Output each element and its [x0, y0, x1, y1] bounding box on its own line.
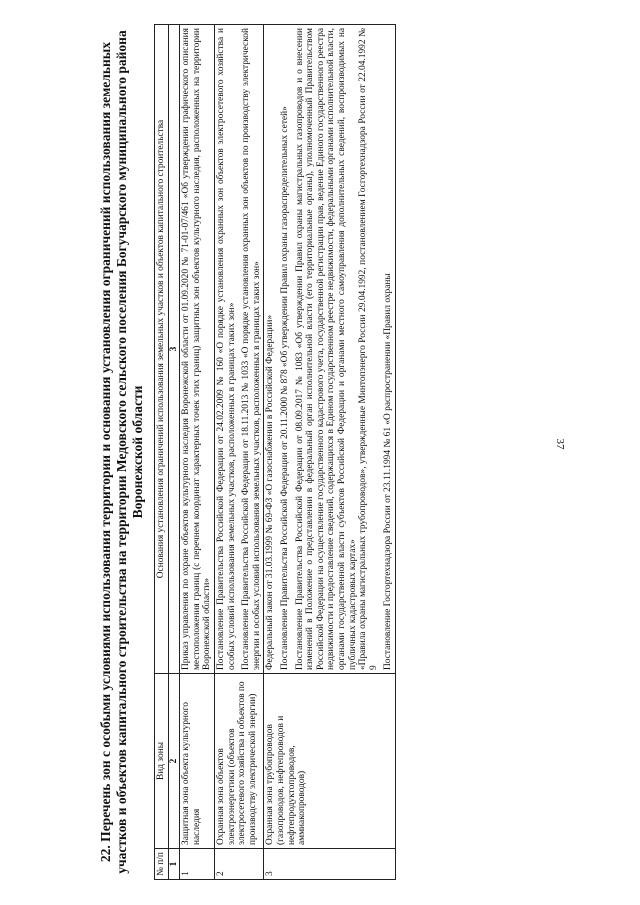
basis-text: Постановление Правительства Российской Федерации от 20.11.2000 № 878 «Об утверждении Правил охраны газораспределительных сетей»: [279, 106, 290, 670]
zones-table: [154, 24, 396, 880]
zone-type: Охранная зона трубопроводов (газопроводов, нефтепроводов и нефтепродуктопроводов, аммиакопроводов): [264, 674, 396, 849]
column-numbers-row: [168, 25, 180, 880]
column-number: 1: [168, 849, 180, 880]
basis-text: Постановление Правительства Российской Федерации от 08.09.2017 № 1083 «Об утверждении Правил охраны магистральных газопроводов и о внесении изменений в Положение о представлении в федеральный орган исполнительной власти (его территориальные органы), уполномоченный Правительством Российской Федерации на осуществление государственного кадастрового учета, государственной регистрации прав, ведение Единого государственного реестра недвижимости и предоставление сведений, содержащихся в Едином государственном реестре недвижимости, федеральными органами исполнительной власти, органами государственной власти субъектов Российской Федерации и органами местного самоуправления дополнительных сведений, воспроизводимых на публичных кадастровых картах»: [294, 28, 358, 670]
basis-text: Постановление Правительства Российской Федерации от 18.11.2013 № 1033 «О порядке установления охранных зон объектов по производству электрической энергии и особых условий использования земельных участков, расположенных в границах таких зон»: [241, 28, 262, 670]
bases-cell: [214, 25, 263, 674]
table-row: [180, 25, 215, 880]
page-number: 37: [554, 438, 566, 450]
table-header-row: [155, 25, 169, 880]
bases-cell: [180, 25, 215, 674]
bases-cell: [264, 25, 396, 674]
basis-text: «Правила охраны магистральных трубопроводов», утвержденные Минтопэнерго России 29.04.1992, постановлением Госгортехнадзора России от 22.04.1992 № 9: [358, 28, 379, 670]
basis-text: Постановление Госгортехнадзора России от 23.11.1994 № 61 «О распространении «Правил охраны: [383, 273, 394, 670]
header-number: № п/п: [155, 849, 169, 880]
column-number: 2: [168, 674, 180, 849]
basis-text: Федеральный закон от 31.03.1999 № 69-ФЗ «О газоснабжении в Российской Федерации»: [265, 314, 276, 670]
basis-text: Постановление Правительства Российской Федерации от 24.02.2009 № 160 «О порядке установления охранных зон объектов электросетевого хозяйства и особых условий использования земельных участков, расположенных в границах таких зон»: [215, 28, 237, 670]
column-number: 3: [168, 25, 180, 674]
row-number: 3: [264, 849, 396, 880]
table-row: [214, 25, 263, 880]
row-number: 1: [180, 849, 215, 880]
page-title: 22. Перечень зон с особыми условиями использования территории и основания установления ограничений использования земельных участков и объектов капитального строительства на территории Медовского сельского поселения Богучарского муниципального района Воронежской области: [98, 30, 145, 874]
header-bases: Основания установления ограничений использования земельных участков и объектов капитального строительства: [155, 25, 169, 674]
zone-type: Защитная зона объекта культурного наследия: [180, 674, 215, 849]
basis-text: Приказ управления по охране объектов культурного наследия Воронежской области от 01.09.2020 № 71-01-07/461 «Об утверждении графического описания местоположения границ (с перечнем координат характерных точек этих границ) защитных зон объектов культурного наследия, расположенных на территории Воронежской области»: [181, 28, 213, 670]
header-zone-type: Вид зоны: [155, 674, 169, 849]
table-row: [264, 25, 396, 880]
rotated-document: [98, 24, 470, 880]
zone-type: Охранная зона объектов электроэнергетики (объектов электросетевого хозяйства и объектов по производству электрической энергии): [214, 674, 263, 849]
row-number: 2: [214, 849, 263, 880]
